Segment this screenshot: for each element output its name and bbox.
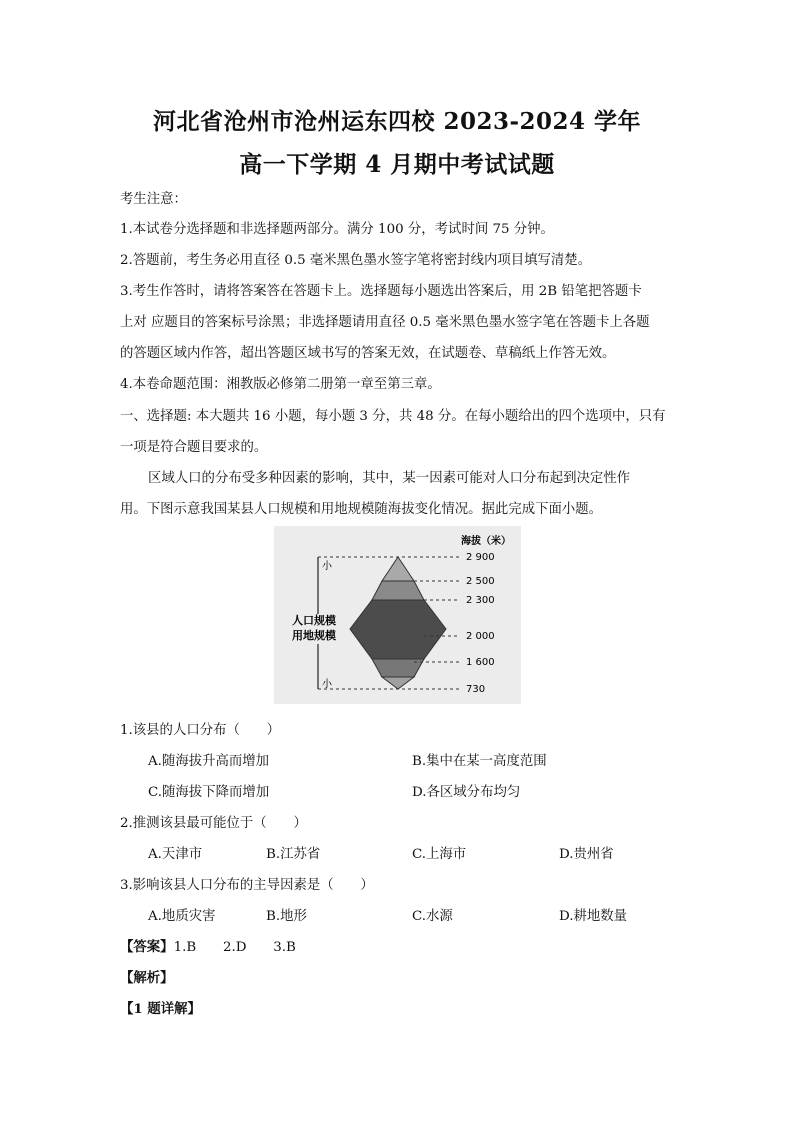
elevation-label: 2 000 xyxy=(466,631,495,642)
q2-option-c: C.上海市 xyxy=(412,847,467,862)
figure-left-label-line2: 用地规模 xyxy=(292,629,336,642)
exam-title-line2: 高一下学期 4 月期中考试试题 xyxy=(239,151,555,178)
q1-option-b: B.集中在某一高度范围 xyxy=(412,754,547,769)
figure-svg xyxy=(274,526,521,704)
elevation-label: 2 500 xyxy=(466,576,495,587)
elevation-label: 2 300 xyxy=(466,595,495,606)
band-2000-2300 xyxy=(350,600,446,659)
section-heading-line2: 一项是符合题目要求的。 xyxy=(120,440,268,455)
question-3-stem: 3.影响该县人口分布的主导因素是（ ） xyxy=(120,878,374,893)
question-2-stem: 2.推测该县最可能位于（ ） xyxy=(120,816,307,831)
notice-item-4: 4.本卷命题范围：湘教版必修第二册第一章至第三章。 xyxy=(120,377,441,392)
figure-left-label-line1: 人口规模 xyxy=(292,614,336,627)
band-2300-2500 xyxy=(372,581,424,600)
notice-item-1: 1.本试卷分选择题和非选择题两部分。满分 100 分，考试时间 75 分钟。 xyxy=(120,222,554,237)
answer-values: 1.B 2.D 3.B xyxy=(173,940,296,955)
elevation-label: 2 900 xyxy=(466,552,495,563)
figure-axis-title: 海拔（米） xyxy=(461,536,511,547)
q3-option-d: D.耕地数量 xyxy=(559,909,628,924)
passage-line2: 用。下图示意我国某县人口规模和用地规模随海拔变化情况。据此完成下面小题。 xyxy=(120,502,603,517)
elevation-label: 1 600 xyxy=(466,657,495,668)
notice-item-3-line2: 上对 应题目的答案标号涂黑；非选择题请用直径 0.5 毫米黑色墨水签字笔在答题卡上各题 xyxy=(120,315,650,330)
passage-line1: 区域人口的分布受多种因素的影响，其中，某一因素可能对人口分布起到决定性作 xyxy=(148,471,631,486)
band-730-1600 xyxy=(382,677,414,689)
question-1-stem: 1.该县的人口分布（ ） xyxy=(120,723,281,738)
exam-title-line1: 河北省沧州市沧州运东四校 2023-2024 学年 xyxy=(152,108,642,135)
notice-item-3-line1: 3.考生作答时，请将答案答在答题卡上。选择题每小题选出答案后，用 2B 铅笔把答题卡 xyxy=(120,284,642,299)
q2-option-d: D.贵州省 xyxy=(559,847,614,862)
figure-bottom-small-label: 小 xyxy=(322,679,332,690)
q2-option-b: B.江苏省 xyxy=(266,847,321,862)
q1-option-c: C.随海拔下降而增加 xyxy=(148,785,270,800)
q2-option-a: A.天津市 xyxy=(148,847,203,862)
section-heading-line1: 一、选择题: 本大题共 16 小题，每小题 3 分，共 48 分。在每小题给出的四个选项中，只有 xyxy=(120,409,666,424)
q1-option-a: A.随海拔升高而增加 xyxy=(148,754,270,769)
elevation-label: 730 xyxy=(466,684,486,695)
elevation-population-figure xyxy=(274,526,521,704)
q3-option-b: B.地形 xyxy=(266,909,307,924)
notice-heading: 考生注意： xyxy=(120,192,187,207)
band-2500-2900 xyxy=(382,557,414,581)
detail-label: 【1 题详解】 xyxy=(120,1001,201,1017)
notice-item-3-line3: 的答题区域内作答，超出答题区域书写的答案无效，在试题卷、草稿纸上作答无效。 xyxy=(120,346,616,361)
q1-option-d: D.各区域分布均匀 xyxy=(412,785,521,800)
analysis-label: 【解析】 xyxy=(120,970,174,986)
q3-option-a: A.地质灾害 xyxy=(148,909,216,924)
answer-label: 【答案】 xyxy=(120,939,174,955)
notice-item-2: 2.答题前，考生务必用直径 0.5 毫米黑色墨水签字笔将密封线内项目填写清楚。 xyxy=(120,253,592,268)
answer-line xyxy=(120,936,296,955)
figure-top-small-label: 小 xyxy=(322,561,332,572)
q3-option-c: C.水源 xyxy=(412,909,453,924)
